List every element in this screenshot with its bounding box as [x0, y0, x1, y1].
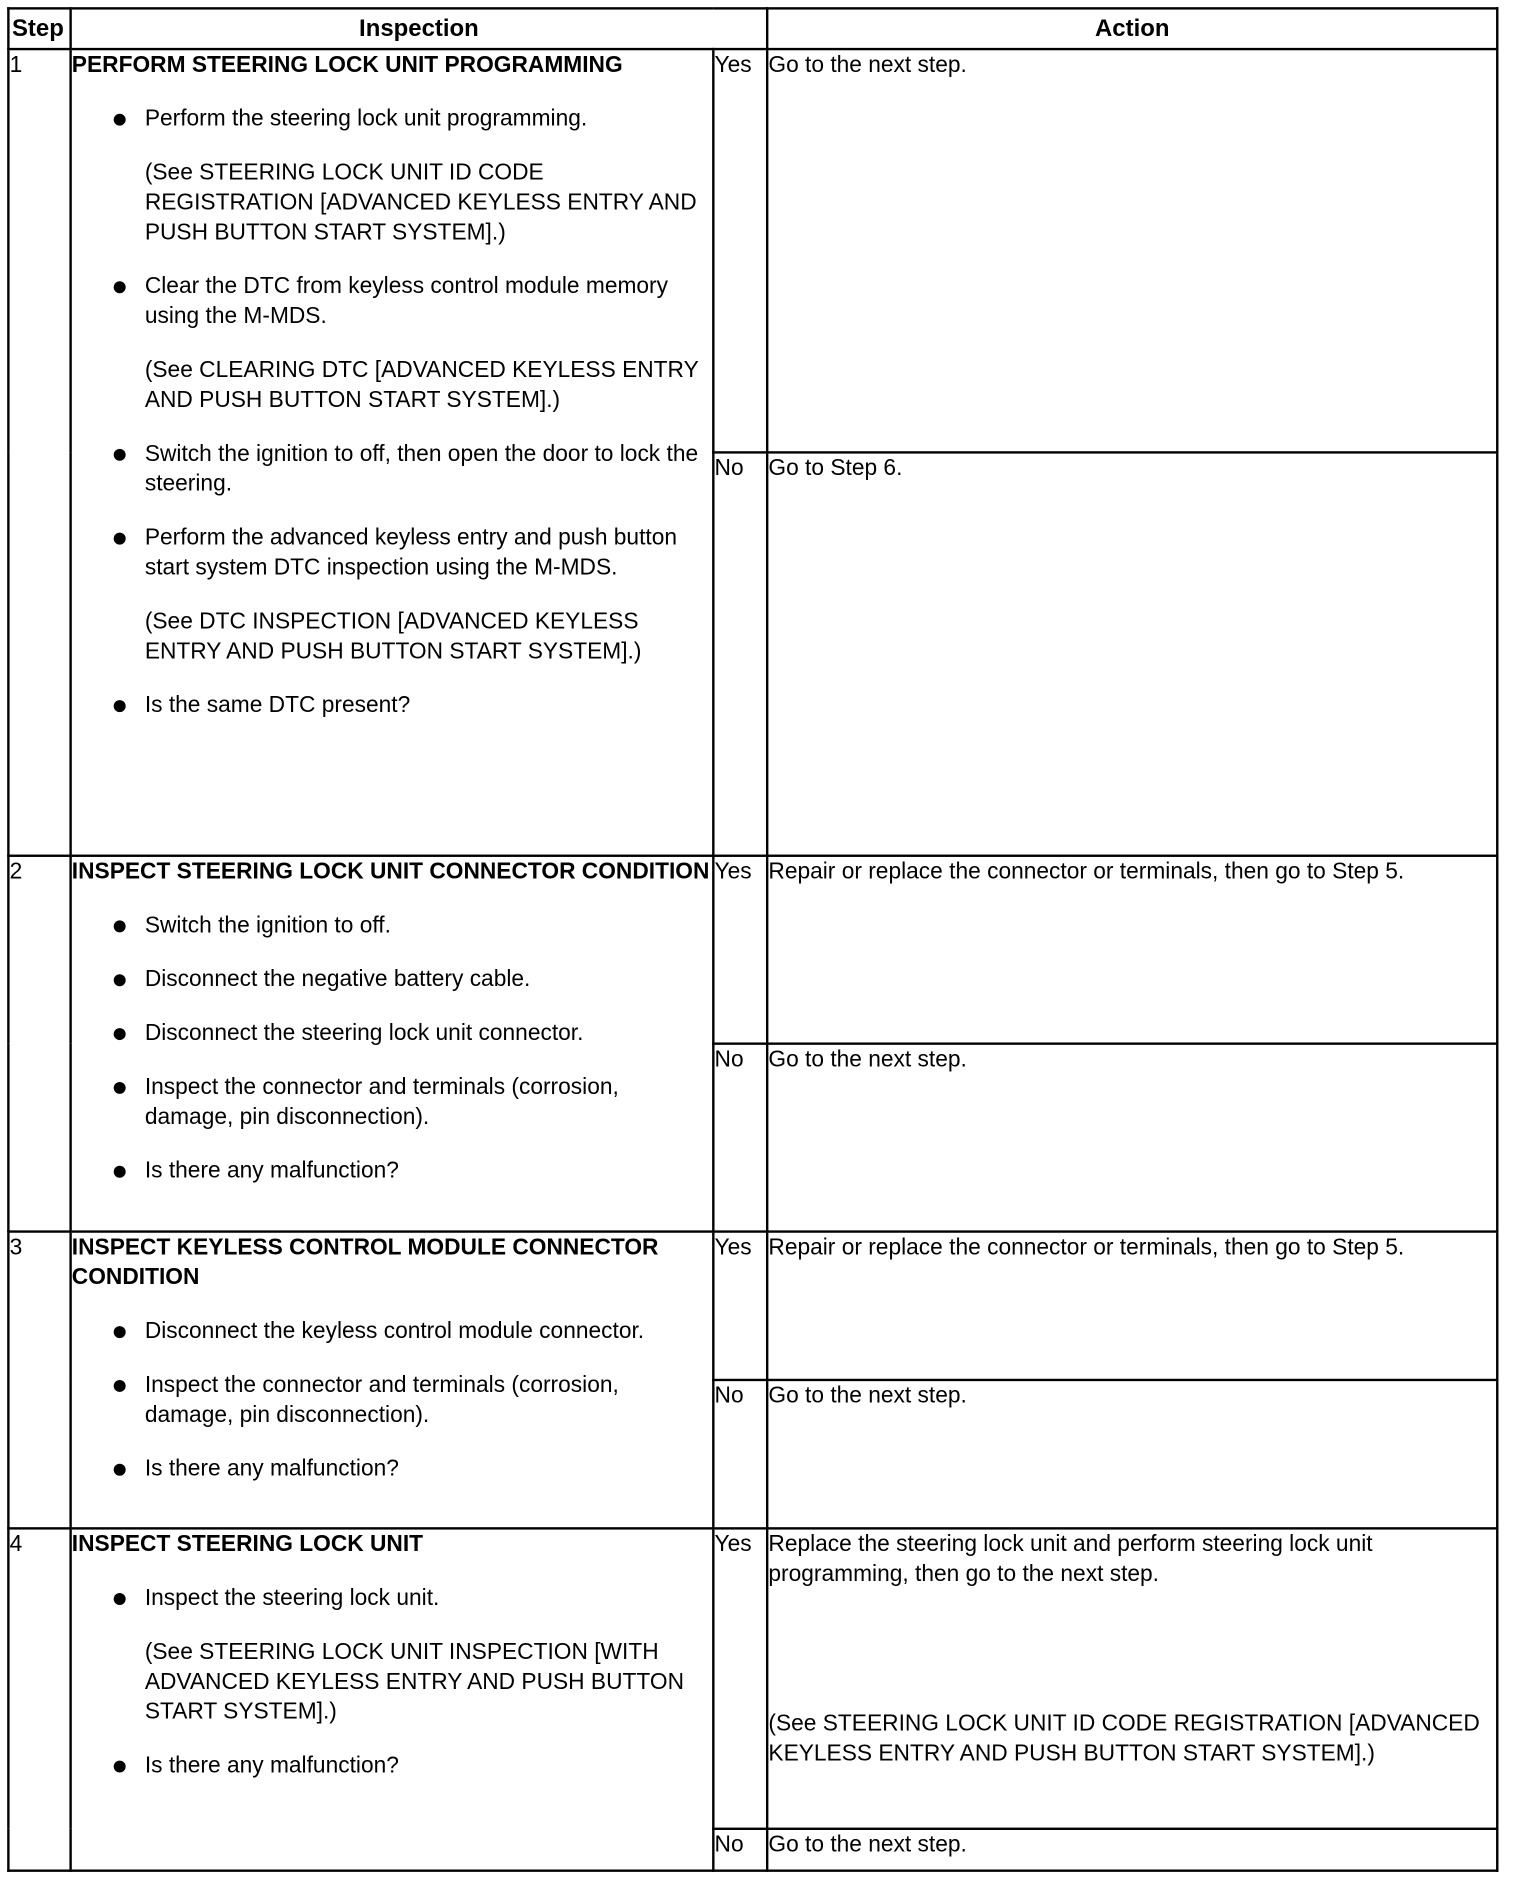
- step-row: [8, 49, 1497, 452]
- inspection-list: [72, 1317, 712, 1485]
- inspection-item: [145, 523, 712, 667]
- bullet-icon: [114, 533, 126, 545]
- action-yes: [767, 1528, 1497, 1828]
- bullet-icon: [114, 700, 126, 712]
- inspection-text: Perform the advanced keyless entry and push button start system DTC inspection using the M-MDS.: [144, 525, 678, 581]
- inspection-title: INSPECT STEERING LOCK UNIT CONNECTOR CONDITION: [71, 859, 710, 885]
- bullet-icon: [114, 1166, 126, 1178]
- step-row: [8, 856, 1497, 1044]
- inspection-item: [145, 1072, 712, 1132]
- action-no: Go to the next step.: [767, 1829, 1497, 1871]
- answer-no: No: [713, 1380, 767, 1528]
- reference-note: (See DTC INSPECTION [ADVANCED KEYLESS ENTRY AND PUSH BUTTON START SYSTEM].): [144, 609, 642, 665]
- action-text: Replace the steering lock unit and perform steering lock unit programming, then go to the next step.: [768, 1531, 1373, 1588]
- bullet-icon: [114, 1761, 126, 1773]
- inspection-text: Inspect the connector and terminals (corrosion, damage, pin disconnection).: [144, 1074, 619, 1130]
- action-no: Go to the next step.: [767, 1044, 1497, 1232]
- answer-yes: Yes: [713, 1528, 767, 1828]
- reference-note: (See STEERING LOCK UNIT ID CODE REGISTRATION [ADVANCED KEYLESS ENTRY AND PUSH BUTTON START SYSTEM].): [768, 1711, 1480, 1767]
- inspection-item: [145, 1317, 712, 1347]
- reference-note: (See CLEARING DTC [ADVANCED KEYLESS ENTRY AND PUSH BUTTON START SYSTEM].): [144, 357, 699, 413]
- step-number: 3: [8, 1232, 70, 1529]
- inspection-text: Is there any malfunction?: [144, 1456, 399, 1482]
- bullet-icon: [114, 1082, 126, 1094]
- bullet-icon: [114, 114, 126, 126]
- inspection-item: [145, 1019, 712, 1049]
- reference-note: (See STEERING LOCK UNIT INSPECTION [WITH ADVANCED KEYLESS ENTRY AND PUSH BUTTON START SYSTEM].): [144, 1639, 684, 1725]
- inspection-cell: [71, 856, 714, 1232]
- action-yes: Repair or replace the connector or terminals, then go to Step 5.: [767, 856, 1497, 1044]
- inspection-text: Disconnect the steering lock unit connector.: [144, 1020, 584, 1047]
- bullet-icon: [114, 920, 126, 932]
- inspection-text: Disconnect the keyless control module connector.: [144, 1318, 645, 1345]
- inspection-item: [145, 1583, 712, 1727]
- inspection-text: Switch the ignition to off, then open the door to lock the steering.: [144, 441, 699, 497]
- inspection-column-header: Inspection: [71, 8, 768, 49]
- answer-no: No: [713, 1829, 767, 1871]
- inspection-text: Is there any malfunction?: [144, 1158, 399, 1184]
- answer-yes: Yes: [713, 1232, 767, 1380]
- inspection-text: Switch the ignition to off.: [144, 913, 391, 939]
- bullet-icon: [114, 1593, 126, 1605]
- step-row: [8, 1232, 1497, 1380]
- inspection-cell: [71, 1528, 714, 1870]
- inspection-title: INSPECT KEYLESS CONTROL MODULE CONNECTOR CONDITION: [71, 1235, 659, 1291]
- step-number: 1: [8, 49, 70, 856]
- inspection-text: Clear the DTC from keyless control module memory using the M-MDS.: [144, 274, 669, 330]
- action-no: Go to the next step.: [767, 1380, 1497, 1528]
- inspection-list: [72, 1583, 712, 1780]
- answer-no: No: [713, 1044, 767, 1232]
- inspection-text: Is the same DTC present?: [144, 692, 411, 719]
- diagnostic-procedure-table: [7, 7, 1498, 1872]
- inspection-item: [145, 965, 712, 995]
- inspection-title: INSPECT STEERING LOCK UNIT: [71, 1531, 424, 1558]
- bullet-icon: [114, 281, 126, 293]
- action-yes: Go to the next step.: [767, 49, 1497, 452]
- bullet-icon: [114, 449, 126, 461]
- answer-yes: Yes: [713, 49, 767, 452]
- step-column-header: Step: [8, 8, 70, 49]
- inspection-item: [145, 1370, 712, 1430]
- inspection-text: Inspect the connector and terminals (corrosion, damage, pin disconnection).: [144, 1372, 619, 1428]
- inspection-item: [145, 439, 712, 499]
- inspection-item: [145, 691, 712, 721]
- inspection-text: Perform the steering lock unit programming.: [144, 106, 588, 132]
- inspection-item: [145, 1751, 712, 1781]
- bullet-icon: [114, 974, 126, 986]
- answer-no: No: [713, 452, 767, 855]
- inspection-title: PERFORM STEERING LOCK UNIT PROGRAMMING: [71, 52, 623, 78]
- inspection-text: Inspect the steering lock unit.: [144, 1585, 440, 1611]
- inspection-item: [145, 911, 712, 941]
- bullet-icon: [114, 1464, 126, 1476]
- step-number: 2: [8, 856, 70, 1232]
- action-no: Go to Step 6.: [767, 452, 1497, 855]
- step-number: 4: [8, 1528, 70, 1870]
- bullet-icon: [114, 1380, 126, 1392]
- inspection-item: [145, 272, 712, 416]
- inspection-list: [72, 911, 712, 1186]
- header-row: [8, 8, 1497, 49]
- bullet-icon: [114, 1326, 126, 1338]
- inspection-item: [145, 104, 712, 248]
- action-column-header: Action: [767, 8, 1497, 49]
- inspection-text: Disconnect the negative battery cable.: [144, 967, 531, 993]
- inspection-list: [72, 104, 712, 720]
- action-yes: Repair or replace the connector or terminals, then go to Step 5.: [767, 1232, 1497, 1380]
- answer-yes: Yes: [713, 856, 767, 1044]
- reference-note: (See STEERING LOCK UNIT ID CODE REGISTRATION [ADVANCED KEYLESS ENTRY AND PUSH BUTTON START SYSTEM].): [144, 160, 697, 246]
- inspection-cell: [71, 1232, 714, 1529]
- inspection-cell: [71, 49, 714, 856]
- inspection-item: [145, 1454, 712, 1484]
- bullet-icon: [114, 1028, 126, 1040]
- inspection-item: [145, 1156, 712, 1186]
- step-row: [8, 1528, 1497, 1828]
- inspection-text: Is there any malfunction?: [144, 1753, 399, 1779]
